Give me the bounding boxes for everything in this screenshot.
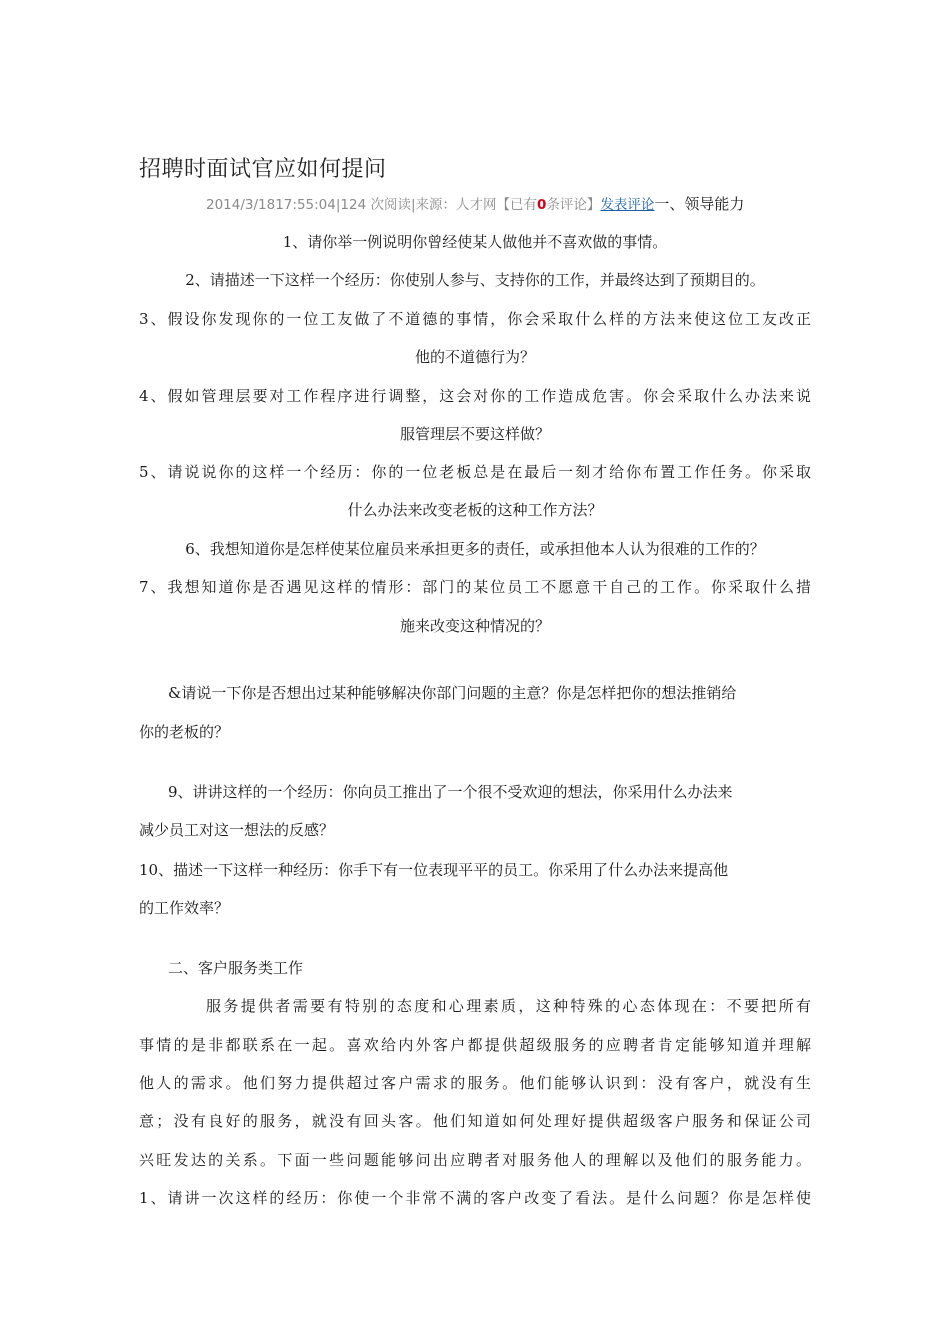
question-7-line-1: 7、我想知道你是否遇见这样的情形：部门的某位员工不愿意干自己的工作。你采取什么措 [139, 578, 811, 596]
meta-info: 2014/3/1817:55:04|124 次阅读|来源：人才网【已有 [206, 197, 538, 213]
question-6: 6、我想知道你是怎样使某位雇员来承担更多的责任，或承担他本人认为很难的工作的？ [185, 540, 765, 558]
question-8-line-1: &请说一下你是否想出过某种能够解决你部门问题的主意？你是怎样把你的想法推销给 [168, 684, 737, 702]
question-8-line-2: 你的老板的？ [139, 723, 230, 741]
question-2: 2、请描述一下这样一个经历：你使别人参与、支持你的工作，并最终达到了预期目的。 [185, 271, 765, 289]
question-9-line-2: 减少员工对这一想法的反感？ [139, 821, 335, 839]
paragraph-line-6: 1、请讲一次这样的经历：你使一个非常不满的客户改变了看法。是什么问题？你是怎样使 [139, 1189, 811, 1207]
paragraph-line-4: 意；没有良好的服务，就没有回头客。他们知道如何处理好提供超级客户服务和保证公司 [139, 1112, 811, 1130]
question-4-line-1: 4、假如管理层要对工作程序进行调整，这会对你的工作造成危害。你会采取什么办法来说 [139, 387, 811, 405]
question-1: 1、请你举一例说明你曾经使某人做他并不喜欢做的事情。 [282, 233, 668, 251]
post-comment-link[interactable]: 发表评论 [600, 197, 655, 213]
paragraph-line-5: 兴旺发达的关系。下面一些问题能够问出应聘者对服务他人的理解以及他们的服务能力。 [139, 1151, 811, 1169]
question-4-line-2: 服管理层不要这样做？ [399, 425, 550, 443]
article-meta [206, 193, 744, 214]
question-5-line-2: 什么办法来改变老板的这种工作方法？ [347, 501, 603, 519]
meta-info-end: 条评论】 [546, 197, 601, 213]
paragraph-line-2: 事情的是非都联系在一起。喜欢给内外客户都提供超级服务的应聘者肯定能够知道并理解 [139, 1036, 811, 1054]
question-3-line-1: 3、假设你发现你的一位工友做了不道德的事情，你会采取什么样的方法来使这位工友改正 [139, 310, 811, 328]
question-7-line-2: 施来改变这种情况的？ [399, 617, 550, 635]
question-9-line-1: 9、讲讲这样的一个经历：你向员工推出了一个很不受欢迎的想法，你采用什么办法来 [168, 783, 733, 801]
article-title: 招聘时面试官应如何提问 [139, 157, 387, 182]
section-heading-customer-service: 二、客户服务类工作 [168, 959, 304, 977]
paragraph-line-1: 服务提供者需要有特别的态度和心理素质，这种特殊的心态体现在：不要把所有 [206, 997, 811, 1015]
question-3-line-2: 他的不道德行为？ [414, 348, 535, 366]
question-5-line-1: 5、请说说你的这样一个经历：你的一位老板总是在最后一刻才给你布置工作任务。你采取 [139, 463, 811, 481]
question-10-line-2: 的工作效率？ [139, 899, 230, 917]
question-10-line-1: 10、描述一下这样一种经历：你手下有一位表现平平的员工。你采用了什么办法来提高他 [139, 861, 729, 879]
comment-count: 0 [537, 197, 547, 213]
section-heading-leadership: 一、领导能力 [654, 195, 745, 213]
paragraph-line-3: 他人的需求。他们努力提供超过客户需求的服务。他们能够认识到：没有客户，就没有生 [139, 1074, 811, 1092]
